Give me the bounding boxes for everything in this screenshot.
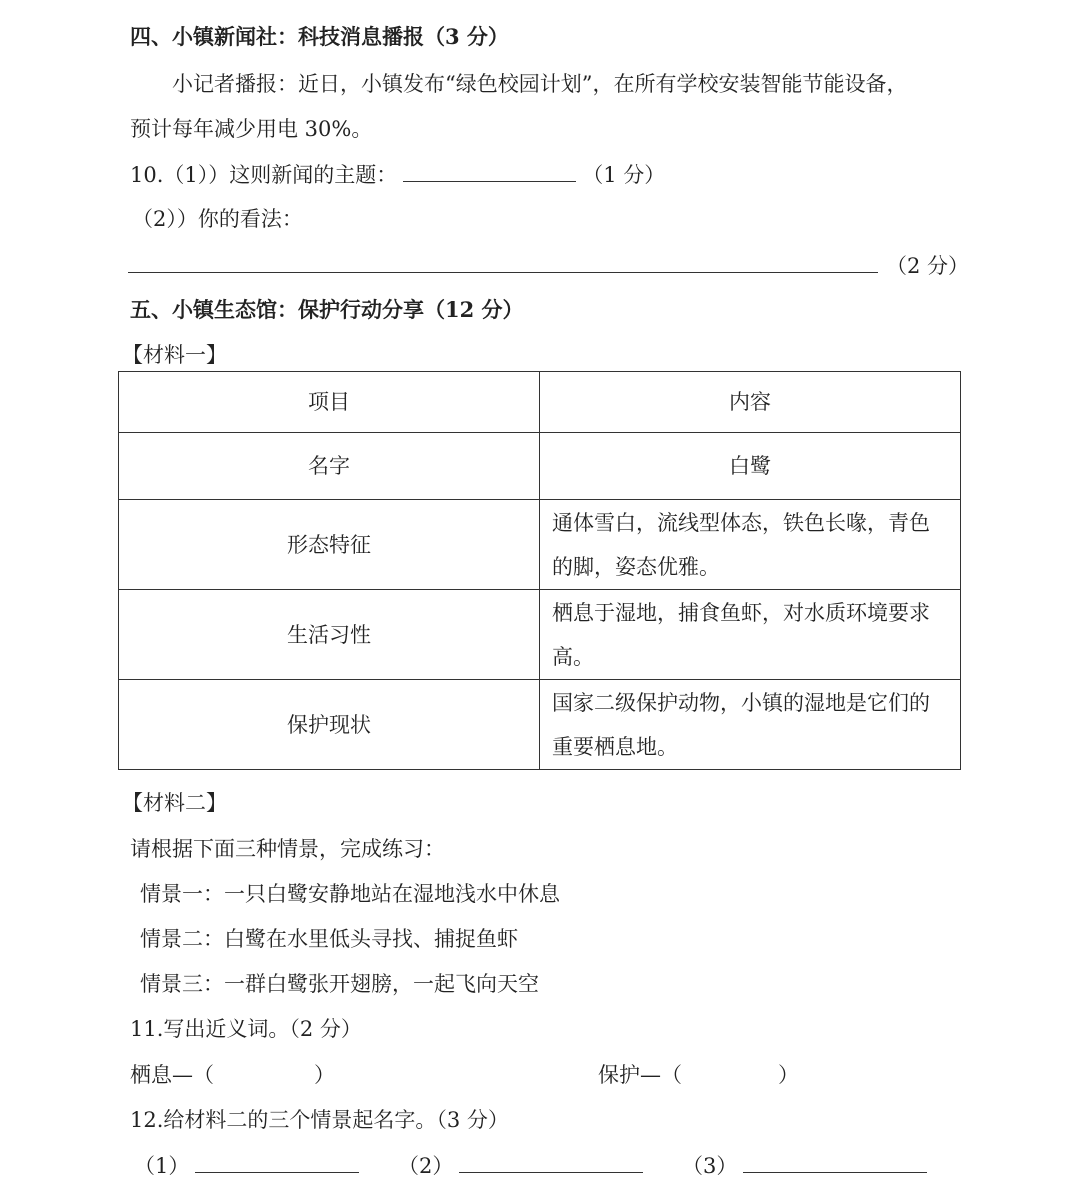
question-12-3-label: （3） xyxy=(682,1154,738,1178)
table-cell-content: 栖息于湿地，捕食鱼虾，对水质环境要求高。 xyxy=(540,590,961,680)
question-12-2-label: （2） xyxy=(398,1154,454,1178)
table-cell-content: 白鹭 xyxy=(540,433,961,500)
scene-2: 情景二：白鹭在水里低头寻找、捕捉鱼虾 xyxy=(140,927,518,951)
question-12-2 xyxy=(398,1150,643,1181)
answer-blank-12-1[interactable] xyxy=(195,1150,359,1173)
material1-label: 【材料一】 xyxy=(122,343,227,367)
table-row xyxy=(119,500,961,590)
table-cell-item: 形态特征 xyxy=(119,500,540,590)
material2-instruction: 请根据下面三种情景，完成练习： xyxy=(130,837,445,861)
section4-heading: 四、小镇新闻社：科技消息播报（3 分） xyxy=(130,24,509,49)
question-12-1 xyxy=(134,1150,359,1181)
material2-label: 【材料二】 xyxy=(122,791,227,815)
question-10-2-score: （2 分） xyxy=(886,254,970,278)
question-11-b-close: ） xyxy=(778,1063,799,1087)
table-row xyxy=(119,590,961,680)
question-10-2-prompt: （2））你的看法： xyxy=(132,207,303,231)
question-10-1-score: （1 分） xyxy=(582,163,666,187)
question-10-1 xyxy=(130,159,665,190)
question-11-a xyxy=(130,1060,335,1090)
question-10-2-answer-line xyxy=(128,250,969,281)
section5-heading: 五、小镇生态馆：保护行动分享（12 分） xyxy=(130,297,524,322)
table-row xyxy=(119,680,961,770)
news-text-line2: 预计每年减少用电 30%。 xyxy=(130,117,373,141)
table-row xyxy=(119,433,961,500)
scene-3: 情景三：一群白鹭张开翅膀，一起飞向天空 xyxy=(140,972,539,996)
question-11: 11.写出近义词。（2 分） xyxy=(130,1017,362,1041)
answer-blank-12-2[interactable] xyxy=(459,1150,643,1173)
question-10-1-prompt: 10.（1））这则新闻的主题： xyxy=(130,163,398,187)
egret-info-table xyxy=(118,371,961,770)
table-header-row xyxy=(119,372,961,433)
question-11-b xyxy=(598,1060,799,1090)
news-text-line1: 小记者播报：近日，小镇发布“绿色校园计划”，在所有学校安装智能节能设备， xyxy=(172,72,908,96)
question-11-b-prompt: 保护—（ xyxy=(598,1063,682,1087)
answer-blank-10-2[interactable] xyxy=(128,250,878,273)
table-cell-item: 生活习性 xyxy=(119,590,540,680)
table-cell-content: 通体雪白，流线型体态，铁色长喙，青色的脚，姿态优雅。 xyxy=(540,500,961,590)
table-header-item: 项目 xyxy=(119,372,540,433)
question-11-a-prompt: 栖息—（ xyxy=(130,1063,214,1087)
scene-1: 情景一：一只白鹭安静地站在湿地浅水中休息 xyxy=(140,882,560,906)
answer-blank-12-3[interactable] xyxy=(743,1150,927,1173)
table-cell-content: 国家二级保护动物，小镇的湿地是它们的重要栖息地。 xyxy=(540,680,961,770)
question-12-3 xyxy=(682,1150,927,1181)
table-header-content: 内容 xyxy=(540,372,961,433)
question-12: 12.给材料二的三个情景起名字。（3 分） xyxy=(130,1108,509,1132)
question-12-1-label: （1） xyxy=(134,1154,190,1178)
question-11-a-close: ） xyxy=(314,1063,335,1087)
table-cell-item: 名字 xyxy=(119,433,540,500)
table-cell-item: 保护现状 xyxy=(119,680,540,770)
answer-blank-10-1[interactable] xyxy=(403,159,576,182)
